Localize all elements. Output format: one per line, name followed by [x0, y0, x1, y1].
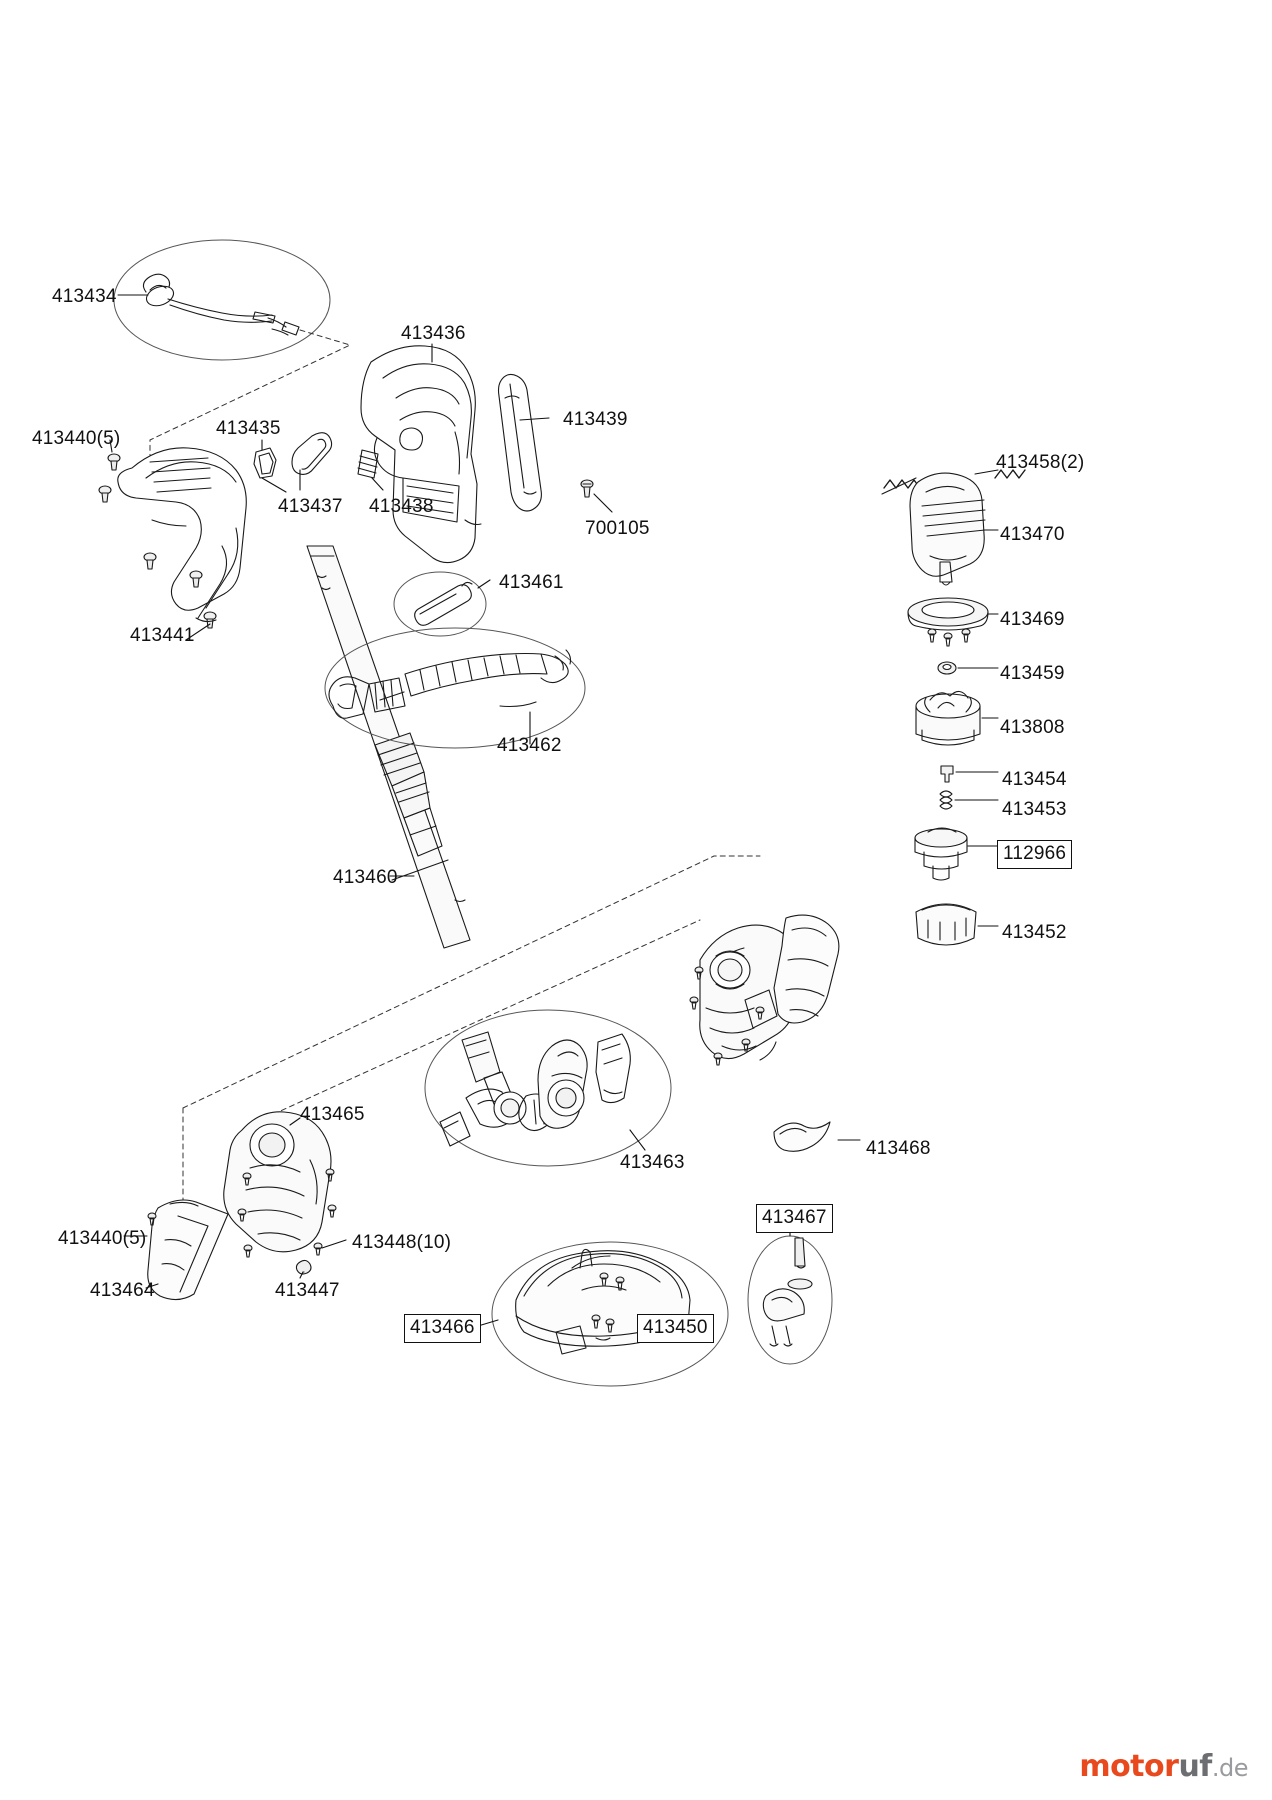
part-label-413458(2): 413458(2) [996, 452, 1085, 473]
watermark-part1: motor [1079, 1749, 1179, 1784]
part-label-413468: 413468 [866, 1138, 931, 1159]
part-label-413440(5): 413440(5) [58, 1228, 147, 1249]
part-label-413447: 413447 [275, 1280, 340, 1301]
part-label-413469: 413469 [1000, 609, 1065, 630]
part-label-413808: 413808 [1000, 717, 1065, 738]
part-label-413437: 413437 [278, 496, 343, 517]
part-label-413454: 413454 [1002, 769, 1067, 790]
part-label-413463: 413463 [620, 1152, 685, 1173]
part-label-413435: 413435 [216, 418, 281, 439]
part-label-413464: 413464 [90, 1280, 155, 1301]
part-label-413460: 413460 [333, 867, 398, 888]
part-label-112966: 112966 [997, 840, 1072, 869]
part-label-413436: 413436 [401, 323, 466, 344]
part-label-413467: 413467 [756, 1204, 833, 1233]
part-label-700105: 700105 [585, 518, 650, 539]
part-label-413434: 413434 [52, 286, 117, 307]
watermark-part2: uf [1178, 1749, 1212, 1784]
watermark [1079, 1749, 1248, 1784]
watermark-part3: .de [1211, 1754, 1248, 1782]
part-label-413448(10): 413448(10) [352, 1232, 452, 1253]
part-label-413465: 413465 [300, 1104, 365, 1125]
part-label-413453: 413453 [1002, 799, 1067, 820]
part-label-413440(5): 413440(5) [32, 428, 121, 449]
part-label-413438: 413438 [369, 496, 434, 517]
part-label-413441: 413441 [130, 625, 195, 646]
part-label-413470: 413470 [1000, 524, 1065, 545]
part-label-413439: 413439 [563, 409, 628, 430]
part-label-413461: 413461 [499, 572, 564, 593]
part-label-413452: 413452 [1002, 922, 1067, 943]
part-label-413450: 413450 [637, 1314, 714, 1343]
part-label-413466: 413466 [404, 1314, 481, 1343]
part-label-413459: 413459 [1000, 663, 1065, 684]
part-label-413462: 413462 [497, 735, 562, 756]
